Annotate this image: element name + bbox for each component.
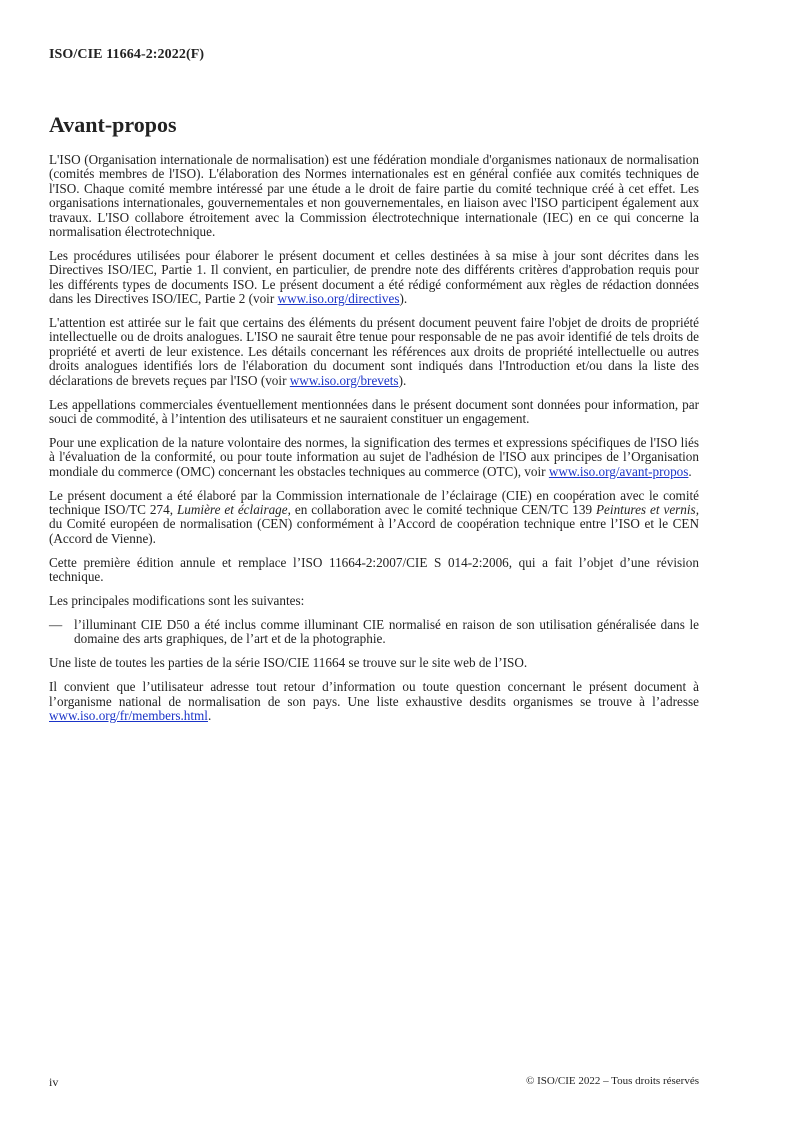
paragraph-text: L'attention est attirée sur le fait que certains des éléments du présent document peuvent faire l'objet de droits de propriété intellectuelle ou de droits analogues. L'ISO ne saurait être tenue pour responsable de ne pas avoir identifié de tels droits de propriété et averti de leur existence. Les détails concernant les références aux droits de propriété intellectuelle ou autres droits analogues identifiés lors de l'élaboration du document sont indiqués dans l'Introduction et/ou dans la liste des déclarations de brevets reçues par l'ISO (voir <box>49 315 699 388</box>
paragraph-voluntary-nature <box>49 436 699 479</box>
foreword-body <box>49 153 699 733</box>
paragraph-text: Une liste de toutes les parties de la série ISO/CIE 11664 se trouve sur le site web de l’ISO. <box>49 655 528 671</box>
paragraph-text: Cette première édition annule et remplace l’ISO 11664-2:2007/CIE S 014-2:2006, qui a fait l’objet d’une révision technique. <box>49 554 699 585</box>
paragraph-text: Pour une explication de la nature volontaire des normes, la signification des termes et expressions spécifiques de l'ISO liés à l'évaluation de la conformité, ou pour toute information au sujet de l'adhésion de l'ISO aux principes de l’Organisation mondiale du commerce (OMC) concernant les obstacles techniques au commerce (OTC), voir <box>49 434 699 479</box>
paragraph-text: L'ISO (Organisation internationale de normalisation) est une fédération mondiale d'organismes nationaux de normalisation (comités membres de l'ISO). L'élaboration des Normes internationales est en général confiée aux comités techniques de l'ISO. Chaque comité membre intéressé par une étude a le droit de faire partie du comité technique créé à cet effet. Les organisations internationales, gouvernementales et non gouvernementales, en liaison avec l'ISO participent également aux travaux. L'ISO collabore étroitement avec la Commission électrotechnique internationale (IEC) en ce qui concerne la normalisation électrotechnique. <box>49 152 699 240</box>
paragraph-series-list <box>49 656 699 670</box>
copyright-notice: © ISO/CIE 2022 – Tous droits réservés <box>526 1075 699 1087</box>
document-id: ISO/CIE 11664-2:2022(F) <box>49 47 205 62</box>
paragraph-text: Les procédures utilisées pour élaborer le présent document et celles destinées à sa mise à jour sont décrites dans les Directives ISO/IEC, Partie 1. Il convient, en particulier, de prendre note des différents critères d'approbation requis pour les différents types de documents ISO. Le présent document a été rédigé conformément aux règles de rédaction données dans les Directives ISO/IEC, Partie 2 (voir <box>49 247 699 307</box>
list-item <box>49 618 699 647</box>
paragraph-text: . <box>207 708 212 723</box>
paragraph-trade-names <box>49 398 699 427</box>
link-members[interactable]: www.iso.org/fr/members.html <box>49 708 208 723</box>
paragraph-text: Il convient que l’utilisateur adresse tout retour d’information ou toute question concernant le présent document à l’organisme national de normalisation de son pays. Une liste exhaustive desdits organismes se trouve à l’adresse <box>49 679 699 709</box>
paragraph-procedures <box>49 249 699 307</box>
paragraph-text: . <box>688 463 692 479</box>
paragraph-text: ). <box>399 291 408 307</box>
link-directives[interactable]: www.iso.org/directives <box>277 291 400 307</box>
paragraph-text: Les principales modifications sont les suivantes: <box>49 593 305 609</box>
paragraph-iso-intro <box>49 153 699 239</box>
paragraph-feedback <box>49 680 699 723</box>
committee-title-italic: Peintures et vernis, <box>596 502 699 518</box>
paragraph-patents <box>49 316 699 388</box>
paragraph-prepared-by <box>49 489 699 547</box>
em-dash-bullet: — <box>49 616 63 632</box>
page-title: Avant-propos <box>49 112 177 137</box>
paragraph-text: Le présent document a été élaboré par la Commission internationale de l’éclairage (CIE) en coopération avec le comité technique ISO/TC 274, <box>49 487 699 518</box>
link-brevets[interactable]: www.iso.org/brevets <box>289 372 399 388</box>
paragraph-changes-intro <box>49 594 699 608</box>
paragraph-text: Les appellations commerciales éventuellement mentionnées dans le présent document sont données pour information, par souci de commodité, à l’intention des utilisateurs et ne sauraient constituer un engagement. <box>49 396 699 426</box>
paragraph-text: ). <box>398 372 407 388</box>
paragraph-text: du Comité européen de normalisation (CEN) conformément à l’Accord de coopération technique entre l’ISO et le CEN (Accord de Vienne). <box>49 516 699 546</box>
page-number: iv <box>49 1075 59 1089</box>
list-item-text: l’illuminant CIE D50 a été inclus comme illuminant CIE normalisé en raison de son utilisation généralisée dans le domaine des arts graphiques, de l’art et de la photographie. <box>74 616 699 647</box>
paragraph-edition <box>49 556 699 585</box>
paragraph-text: , en collaboration avec le comité technique CEN/TC 139 <box>287 502 596 518</box>
committee-title-italic: Lumière et éclairage <box>176 502 288 518</box>
link-avant-propos[interactable]: www.iso.org/avant-propos <box>548 463 689 479</box>
